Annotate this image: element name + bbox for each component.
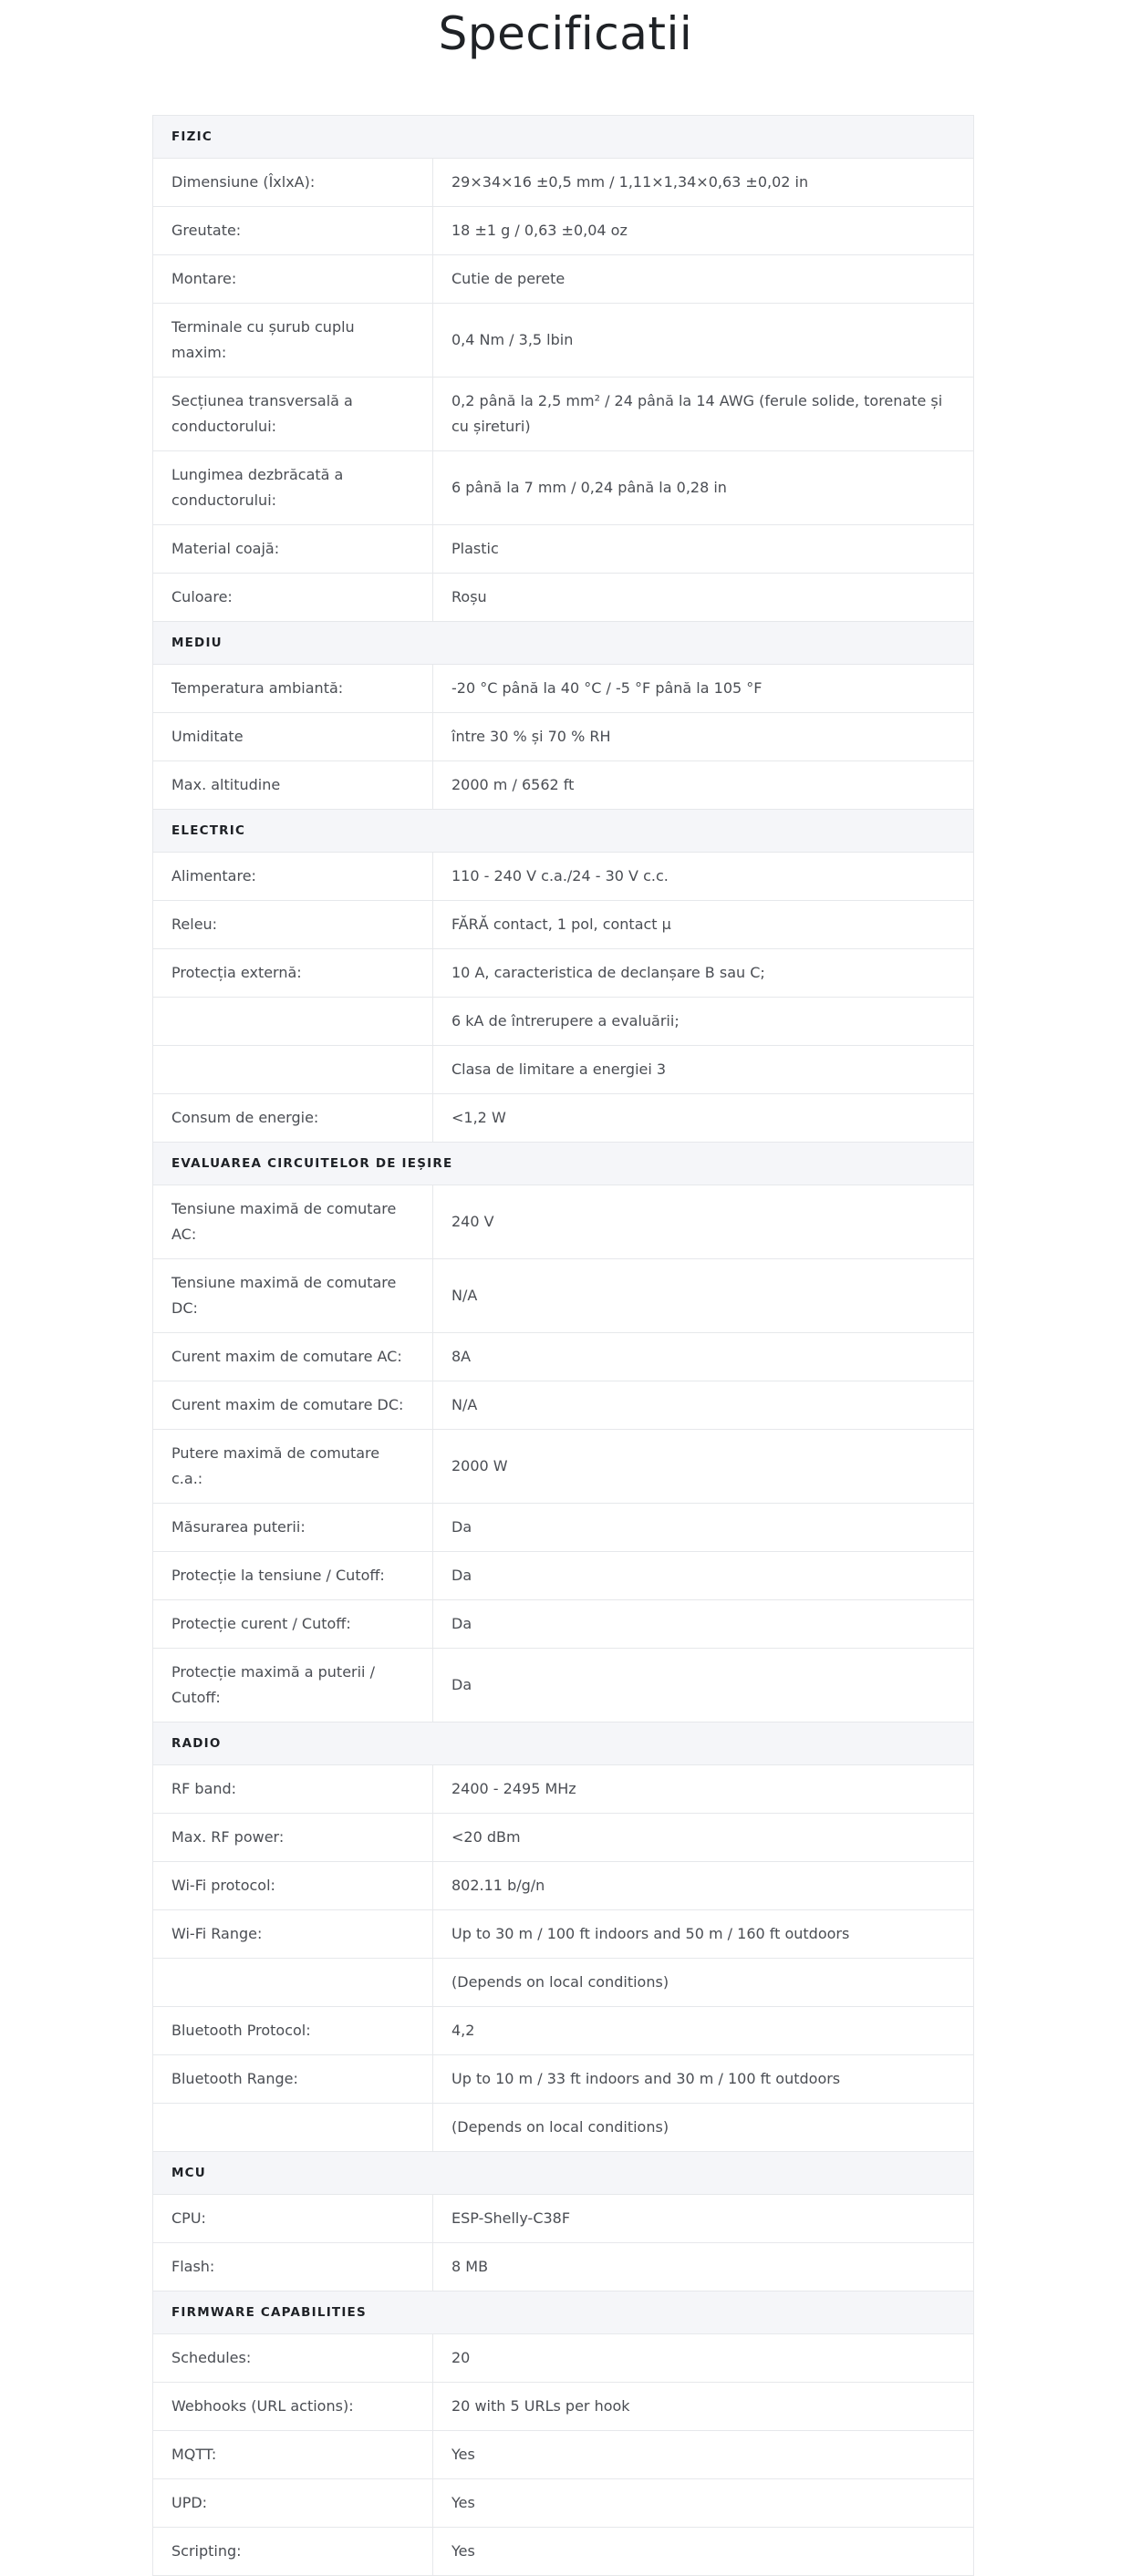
section-title: MCU [153,2152,974,2195]
spec-label: Wi-Fi protocol: [153,1862,433,1910]
section-title: EVALUAREA CIRCUITELOR DE IEȘIRE [153,1143,974,1185]
spec-row [153,1765,974,1814]
spec-value: Plastic [433,525,974,574]
spec-value: -20 °C până la 40 °C / -5 °F până la 105 °F [433,665,974,713]
spec-row [153,451,974,525]
spec-label: Schedules: [153,2334,433,2383]
spec-value: <1,2 W [433,1094,974,1143]
spec-value: 4,2 [433,2007,974,2055]
spec-row [153,1862,974,1910]
spec-label: Secțiunea transversală a conductorului: [153,378,433,451]
spec-value: 20 [433,2334,974,2383]
spec-value: Clasa de limitare a energiei 3 [433,1046,974,1094]
spec-row [153,2334,974,2383]
spec-value: (Depends on local conditions) [433,2104,974,2152]
spec-value: Up to 10 m / 33 ft indoors and 30 m / 100 ft outdoors [433,2055,974,2104]
spec-value: Da [433,1600,974,1649]
spec-row [153,2479,974,2528]
spec-label: Max. altitudine [153,761,433,810]
spec-label: Terminale cu șurub cuplu maxim: [153,304,433,378]
spec-label: Dimensiune (ÎxlxA): [153,159,433,207]
spec-row [153,853,974,901]
spec-label: Culoare: [153,574,433,622]
spec-value: 10 A, caracteristica de declanșare B sau C; [433,949,974,998]
spec-row [153,949,974,998]
spec-row [153,304,974,378]
spec-value: N/A [433,1381,974,1430]
spec-label: Curent maxim de comutare DC: [153,1381,433,1430]
spec-label: CPU: [153,2195,433,2243]
spec-row [153,2528,974,2576]
spec-row [153,1649,974,1723]
spec-value: 110 - 240 V c.a./24 - 30 V c.c. [433,853,974,901]
spec-label: Protecție maximă a puterii / Cutoff: [153,1649,433,1723]
spec-value: Yes [433,2528,974,2576]
spec-label [153,1046,433,1094]
spec-row [153,574,974,622]
spec-label: RF band: [153,1765,433,1814]
section-title: ELECTRIC [153,810,974,853]
spec-label: Webhooks (URL actions): [153,2383,433,2431]
spec-value: Yes [433,2479,974,2528]
spec-row [153,207,974,255]
spec-label: Bluetooth Protocol: [153,2007,433,2055]
spec-label: Protecție la tensiune / Cutoff: [153,1552,433,1600]
spec-label [153,1959,433,2007]
spec-value: 18 ±1 g / 0,63 ±0,04 oz [433,207,974,255]
section-header-evaluarea-circuitelor-de-iesire [153,1143,974,1185]
spec-row [153,1600,974,1649]
spec-label: Umiditate [153,713,433,761]
spec-row [153,1910,974,1959]
spec-value: Cutie de perete [433,255,974,304]
section-header-mcu [153,2152,974,2195]
section-header-electric [153,810,974,853]
specifications-table [152,115,974,2576]
spec-row [153,1959,974,2007]
spec-row [153,1430,974,1504]
spec-label: Lungimea dezbrăcată a conductorului: [153,451,433,525]
spec-value: 6 kA de întrerupere a evaluării; [433,998,974,1046]
spec-row [153,1381,974,1430]
spec-label: Protecție curent / Cutoff: [153,1600,433,1649]
spec-row [153,159,974,207]
spec-row [153,1185,974,1259]
spec-label: Tensiune maximă de comutare DC: [153,1259,433,1333]
specifications-table-body [153,116,974,2576]
spec-value: între 30 % și 70 % RH [433,713,974,761]
spec-row [153,1552,974,1600]
spec-value: FĂRĂ contact, 1 pol, contact μ [433,901,974,949]
spec-label: MQTT: [153,2431,433,2479]
spec-label: Consum de energie: [153,1094,433,1143]
page-title: Specificatii [438,7,693,60]
spec-value: 240 V [433,1185,974,1259]
section-header-radio [153,1723,974,1765]
section-header-mediu [153,622,974,665]
spec-label: UPD: [153,2479,433,2528]
spec-label [153,2104,433,2152]
spec-value: Da [433,1649,974,1723]
spec-label: Bluetooth Range: [153,2055,433,2104]
spec-label: Curent maxim de comutare AC: [153,1333,433,1381]
spec-label: Măsurarea puterii: [153,1504,433,1552]
section-header-firmware-capabilities [153,2292,974,2334]
spec-value: 0,2 până la 2,5 mm² / 24 până la 14 AWG (ferule solide, torenate și cu șireturi) [433,378,974,451]
spec-row [153,525,974,574]
spec-value: Da [433,1552,974,1600]
spec-value: 802.11 b/g/n [433,1862,974,1910]
spec-value: 2000 m / 6562 ft [433,761,974,810]
spec-row [153,2007,974,2055]
spec-value: 8 MB [433,2243,974,2292]
spec-row [153,1259,974,1333]
spec-row [153,713,974,761]
spec-row [153,2243,974,2292]
spec-label: Montare: [153,255,433,304]
spec-value: 2400 - 2495 MHz [433,1765,974,1814]
spec-row [153,761,974,810]
spec-row [153,1094,974,1143]
spec-row [153,2431,974,2479]
spec-row [153,1504,974,1552]
section-header-fizic [153,116,974,159]
section-title: FIRMWARE CAPABILITIES [153,2292,974,2334]
spec-label: Flash: [153,2243,433,2292]
spec-value: (Depends on local conditions) [433,1959,974,2007]
spec-row [153,2055,974,2104]
spec-value: <20 dBm [433,1814,974,1862]
spec-label: Tensiune maximă de comutare AC: [153,1185,433,1259]
spec-value: 6 până la 7 mm / 0,24 până la 0,28 in [433,451,974,525]
spec-value: ESP-Shelly-C38F [433,2195,974,2243]
spec-label: Wi-Fi Range: [153,1910,433,1959]
section-title: FIZIC [153,116,974,159]
spec-value: Up to 30 m / 100 ft indoors and 50 m / 160 ft outdoors [433,1910,974,1959]
spec-row [153,255,974,304]
spec-row [153,998,974,1046]
spec-value: Yes [433,2431,974,2479]
spec-row [153,1333,974,1381]
spec-row [153,665,974,713]
spec-label: Scripting: [153,2528,433,2576]
spec-value: Da [433,1504,974,1552]
spec-label: Material coajă: [153,525,433,574]
spec-value: 2000 W [433,1430,974,1504]
spec-row [153,1046,974,1094]
spec-value: Roșu [433,574,974,622]
spec-label: Max. RF power: [153,1814,433,1862]
spec-label: Putere maximă de comutare c.a.: [153,1430,433,1504]
spec-value: 29×34×16 ±0,5 mm / 1,11×1,34×0,63 ±0,02 in [433,159,974,207]
spec-value: 20 with 5 URLs per hook [433,2383,974,2431]
spec-value: 8A [433,1333,974,1381]
spec-value: 0,4 Nm / 3,5 lbin [433,304,974,378]
spec-row [153,1814,974,1862]
spec-row [153,2383,974,2431]
spec-label: Temperatura ambiantă: [153,665,433,713]
spec-label [153,998,433,1046]
spec-value: N/A [433,1259,974,1333]
spec-label: Protecția externă: [153,949,433,998]
section-title: MEDIU [153,622,974,665]
spec-row [153,2195,974,2243]
spec-row [153,2104,974,2152]
spec-row [153,378,974,451]
spec-row [153,901,974,949]
spec-label: Greutate: [153,207,433,255]
spec-label: Releu: [153,901,433,949]
section-title: RADIO [153,1723,974,1765]
spec-label: Alimentare: [153,853,433,901]
